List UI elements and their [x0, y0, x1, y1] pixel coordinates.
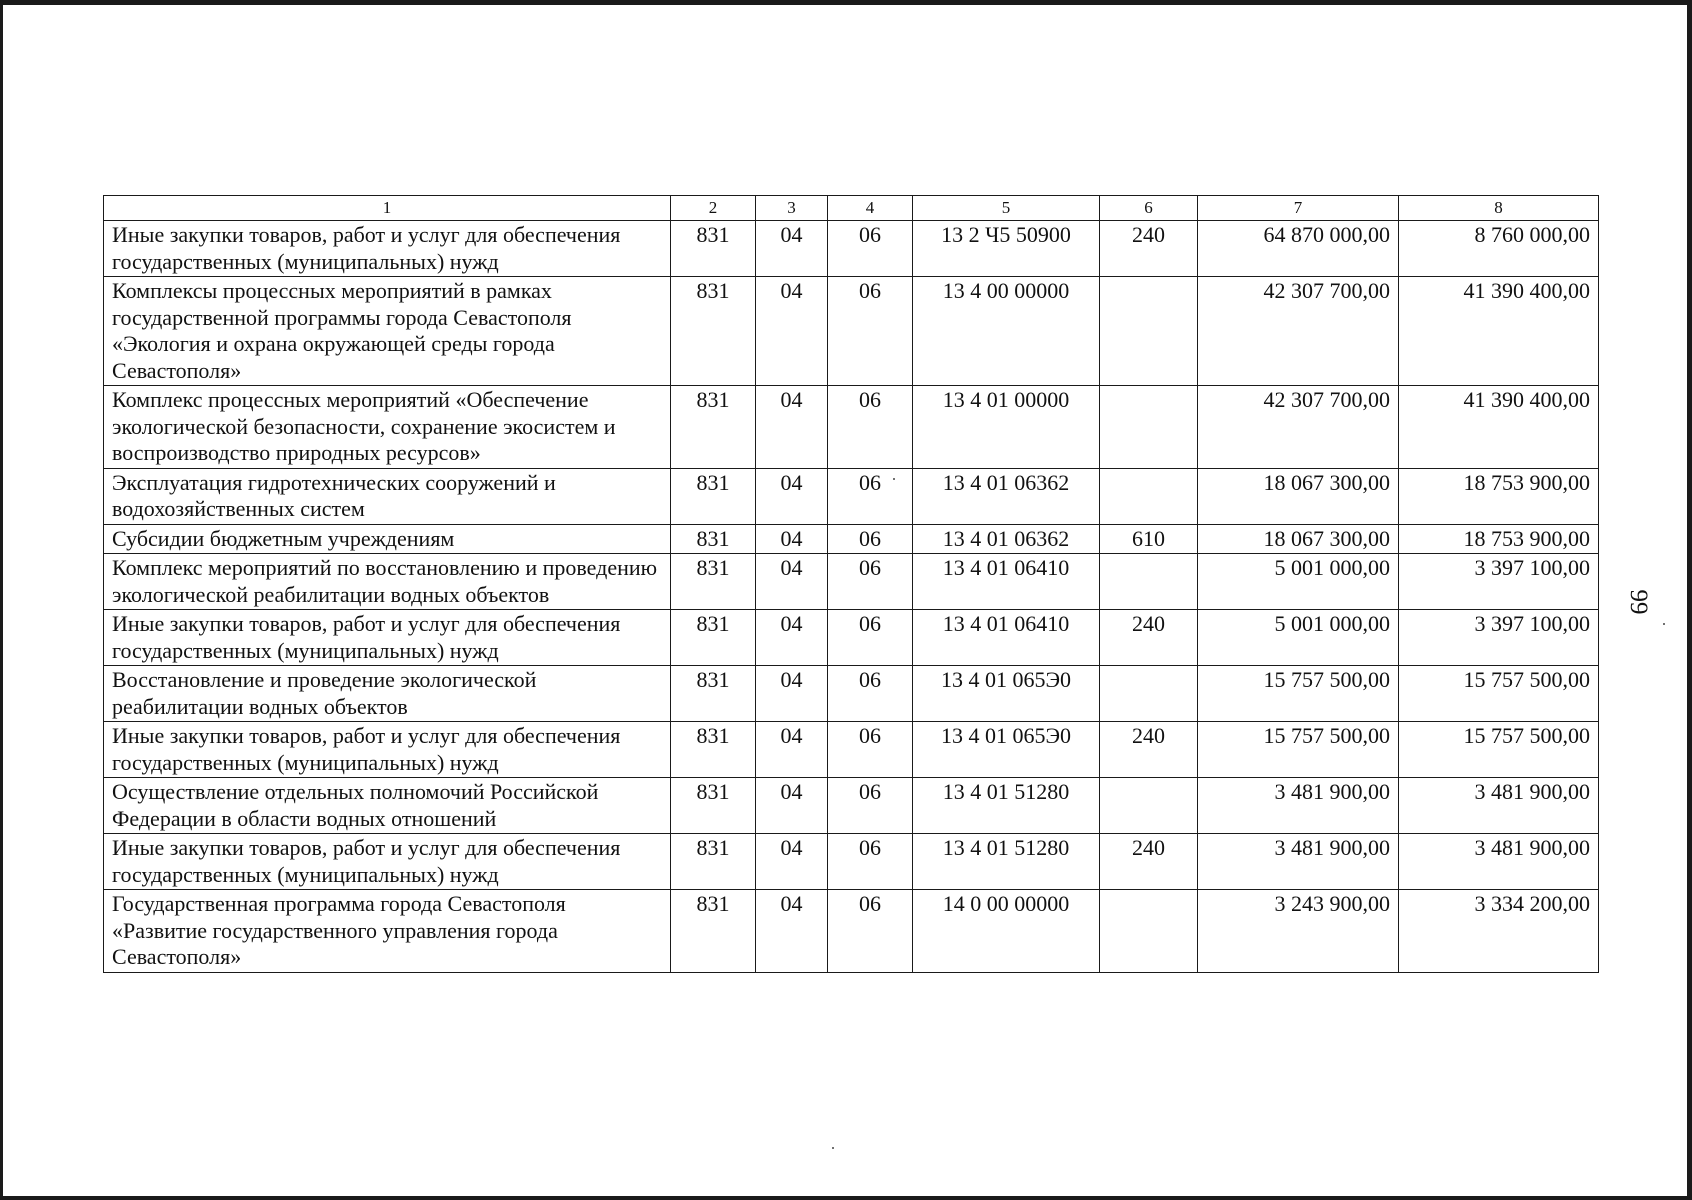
- scan-speck: [832, 1147, 834, 1149]
- cell-expense-type: 240: [1100, 834, 1198, 890]
- cell-target-article: 13 4 01 06410: [913, 610, 1100, 666]
- cell-admin-code: 831: [671, 722, 756, 778]
- cell-section: 04: [756, 277, 828, 386]
- cell-target-article: 13 4 01 065Э0: [913, 666, 1100, 722]
- table-row: [104, 386, 1599, 469]
- cell-section: 04: [756, 554, 828, 610]
- table-row: [104, 610, 1599, 666]
- cell-target-article: 13 4 01 51280: [913, 834, 1100, 890]
- cell-amount-year-1: 3 481 900,00: [1198, 834, 1399, 890]
- scan-border-top: [0, 0, 1692, 5]
- cell-subsection: 06: [828, 666, 913, 722]
- cell-target-article: 13 4 01 06362: [913, 468, 1100, 524]
- cell-expense-type: [1100, 277, 1198, 386]
- scan-border-left: [0, 0, 3, 1200]
- cell-section: 04: [756, 468, 828, 524]
- scan-border-right: [1687, 0, 1692, 1200]
- cell-amount-year-2: 41 390 400,00: [1399, 277, 1599, 386]
- cell-admin-code: 831: [671, 666, 756, 722]
- table-row: [104, 277, 1599, 386]
- cell-subsection: 06: [828, 221, 913, 277]
- cell-amount-year-1: 3 243 900,00: [1198, 890, 1399, 973]
- column-header: 3: [756, 196, 828, 221]
- cell-subsection: 06: [828, 524, 913, 554]
- cell-section: 04: [756, 834, 828, 890]
- cell-amount-year-1: 64 870 000,00: [1198, 221, 1399, 277]
- cell-target-article: 13 2 Ч5 50900: [913, 221, 1100, 277]
- cell-name: Комплекс мероприятий по восстановлению и проведению экологической реабилитации водных объектов: [104, 554, 671, 610]
- cell-expense-type: [1100, 666, 1198, 722]
- cell-admin-code: 831: [671, 277, 756, 386]
- table-row: [104, 554, 1599, 610]
- column-header: 6: [1100, 196, 1198, 221]
- cell-expense-type: [1100, 386, 1198, 469]
- cell-target-article: 13 4 00 00000: [913, 277, 1100, 386]
- table-row: [104, 778, 1599, 834]
- table-row: [104, 221, 1599, 277]
- cell-subsection: 06: [828, 778, 913, 834]
- cell-amount-year-2: 15 757 500,00: [1399, 722, 1599, 778]
- cell-name: Комплекс процессных мероприятий «Обеспечение экологической безопасности, сохранение экосистем и воспроизводство природных ресурсов»: [104, 386, 671, 469]
- table-row: [104, 834, 1599, 890]
- table-row: [104, 722, 1599, 778]
- cell-subsection: 06: [828, 834, 913, 890]
- cell-name: Комплексы процессных мероприятий в рамках государственной программы города Севастополя «Экология и охрана окружающей среды города Севастополя»: [104, 277, 671, 386]
- cell-subsection: 06: [828, 468, 913, 524]
- table-row: [104, 468, 1599, 524]
- cell-admin-code: 831: [671, 221, 756, 277]
- cell-amount-year-1: 42 307 700,00: [1198, 386, 1399, 469]
- cell-section: 04: [756, 666, 828, 722]
- page-number: 99: [1625, 589, 1652, 615]
- column-header: 2: [671, 196, 756, 221]
- cell-amount-year-1: 18 067 300,00: [1198, 468, 1399, 524]
- cell-expense-type: [1100, 468, 1198, 524]
- cell-expense-type: [1100, 554, 1198, 610]
- cell-amount-year-2: 3 397 100,00: [1399, 610, 1599, 666]
- cell-target-article: 13 4 01 00000: [913, 386, 1100, 469]
- column-header: 4: [828, 196, 913, 221]
- cell-amount-year-2: 41 390 400,00: [1399, 386, 1599, 469]
- cell-name: Осуществление отдельных полномочий Российской Федерации в области водных отношений: [104, 778, 671, 834]
- cell-amount-year-2: 3 481 900,00: [1399, 778, 1599, 834]
- cell-subsection: 06: [828, 722, 913, 778]
- cell-amount-year-1: 15 757 500,00: [1198, 722, 1399, 778]
- cell-target-article: 14 0 00 00000: [913, 890, 1100, 973]
- cell-admin-code: 831: [671, 554, 756, 610]
- cell-section: 04: [756, 524, 828, 554]
- scan-speck: [1663, 623, 1665, 625]
- cell-target-article: 13 4 01 065Э0: [913, 722, 1100, 778]
- cell-subsection: 06: [828, 610, 913, 666]
- cell-amount-year-2: 18 753 900,00: [1399, 468, 1599, 524]
- budget-table: [103, 195, 1599, 973]
- cell-subsection: 06: [828, 890, 913, 973]
- cell-admin-code: 831: [671, 610, 756, 666]
- column-header: 8: [1399, 196, 1599, 221]
- cell-name: Иные закупки товаров, работ и услуг для обеспечения государственных (муниципальных) нужд: [104, 221, 671, 277]
- cell-target-article: 13 4 01 06410: [913, 554, 1100, 610]
- cell-name: Субсидии бюджетным учреждениям: [104, 524, 671, 554]
- cell-amount-year-1: 5 001 000,00: [1198, 554, 1399, 610]
- cell-expense-type: [1100, 778, 1198, 834]
- cell-section: 04: [756, 610, 828, 666]
- cell-amount-year-1: 5 001 000,00: [1198, 610, 1399, 666]
- cell-section: 04: [756, 386, 828, 469]
- cell-expense-type: 240: [1100, 722, 1198, 778]
- scan-border-bottom: [0, 1196, 1692, 1200]
- cell-admin-code: 831: [671, 778, 756, 834]
- cell-amount-year-2: 3 397 100,00: [1399, 554, 1599, 610]
- table-row: [104, 666, 1599, 722]
- cell-amount-year-1: 42 307 700,00: [1198, 277, 1399, 386]
- cell-amount-year-2: 18 753 900,00: [1399, 524, 1599, 554]
- cell-admin-code: 831: [671, 524, 756, 554]
- cell-section: 04: [756, 778, 828, 834]
- cell-name: Иные закупки товаров, работ и услуг для обеспечения государственных (муниципальных) нужд: [104, 834, 671, 890]
- scan-speck: [893, 478, 895, 480]
- cell-amount-year-1: 15 757 500,00: [1198, 666, 1399, 722]
- cell-amount-year-2: 15 757 500,00: [1399, 666, 1599, 722]
- cell-name: Эксплуатация гидротехнических сооружений и водохозяйственных систем: [104, 468, 671, 524]
- cell-subsection: 06: [828, 554, 913, 610]
- cell-amount-year-1: 18 067 300,00: [1198, 524, 1399, 554]
- cell-section: 04: [756, 722, 828, 778]
- cell-amount-year-2: 3 334 200,00: [1399, 890, 1599, 973]
- header-row: [104, 196, 1599, 221]
- column-header: 1: [104, 196, 671, 221]
- cell-admin-code: 831: [671, 386, 756, 469]
- cell-name: Восстановление и проведение экологической реабилитации водных объектов: [104, 666, 671, 722]
- cell-expense-type: 610: [1100, 524, 1198, 554]
- column-header: 5: [913, 196, 1100, 221]
- cell-expense-type: [1100, 890, 1198, 973]
- table-row: [104, 524, 1599, 554]
- column-header: 7: [1198, 196, 1399, 221]
- cell-amount-year-2: 3 481 900,00: [1399, 834, 1599, 890]
- table-body: [104, 221, 1599, 973]
- cell-expense-type: 240: [1100, 221, 1198, 277]
- table-row: [104, 890, 1599, 973]
- cell-target-article: 13 4 01 51280: [913, 778, 1100, 834]
- cell-name: Иные закупки товаров, работ и услуг для обеспечения государственных (муниципальных) нужд: [104, 610, 671, 666]
- cell-target-article: 13 4 01 06362: [913, 524, 1100, 554]
- cell-name: Государственная программа города Севастополя «Развитие государственного управления города Севастополя»: [104, 890, 671, 973]
- cell-admin-code: 831: [671, 834, 756, 890]
- cell-section: 04: [756, 221, 828, 277]
- cell-amount-year-1: 3 481 900,00: [1198, 778, 1399, 834]
- cell-name: Иные закупки товаров, работ и услуг для обеспечения государственных (муниципальных) нужд: [104, 722, 671, 778]
- cell-subsection: 06: [828, 386, 913, 469]
- cell-subsection: 06: [828, 277, 913, 386]
- cell-expense-type: 240: [1100, 610, 1198, 666]
- cell-amount-year-2: 8 760 000,00: [1399, 221, 1599, 277]
- cell-admin-code: 831: [671, 890, 756, 973]
- cell-section: 04: [756, 890, 828, 973]
- cell-admin-code: 831: [671, 468, 756, 524]
